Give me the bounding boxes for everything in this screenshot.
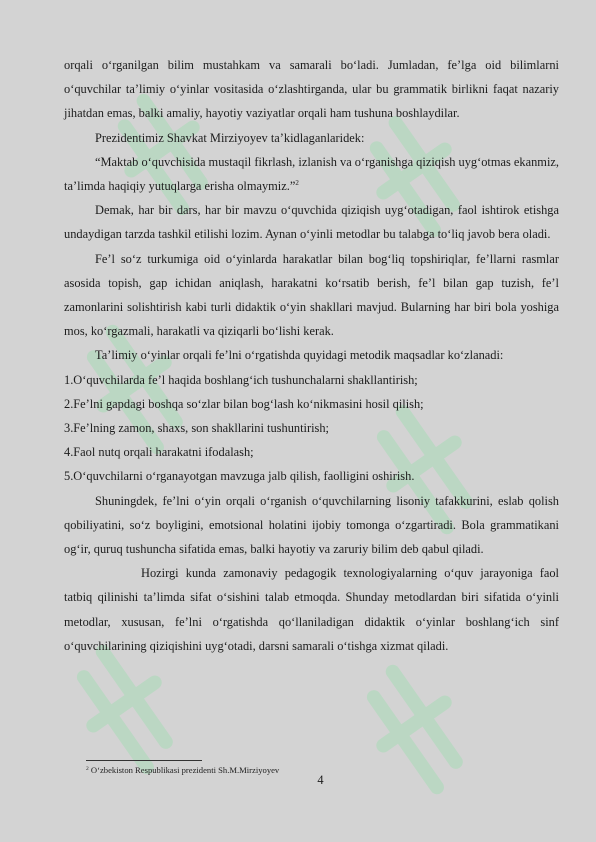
list-item-goal-5: 5.O‘quvchilarni o‘rganayotgan mavzuga jalb qilish, faolligini oshirish. [64, 469, 415, 484]
page-number: 4 [317, 773, 324, 787]
footnote-reference: 2 [295, 179, 299, 188]
list-item-goal-3: 3.Fe’lning zamon, shaxs, son shakllarini tushuntirish; [64, 421, 330, 436]
paragraph-benefits: Shuningdek, fe’lni o‘yin orqali o‘rganish o‘quvchilarning lisoniy tafakkurini, eslab qolish qobiliyatini, so‘z boyligini, emotsional holatini ijobiy tomonga o‘zgartiradi. Bola grammatikani og‘ir, quruq tushuncha sifatida emas, balki hayotiy va zaruriy bilim deb qabul qiladi. [64, 493, 559, 557]
footnote-text: O‘zbekiston Respublikasi prezidenti Sh.M.Mirziyoyev [90, 765, 280, 775]
paragraph-goals-lead: Ta’limiy o‘yinlar orqali fe’lni o‘rgatishda quyidagi metodik maqsadlar ko‘zlanadi: [95, 348, 504, 363]
paragraph-quote: “Maktab o‘quvchisida mustaqil fikrlash, izlanish va o‘rganishga qiziqish uyg‘otmas ekanmiz, ta’limda haqiqiy yutuqlarga erisha olmaymiz.”$^2$ [64, 154, 559, 194]
paragraph-modern-tech: Hozirgi kunda zamonaviy pedagogik texnologiyalarning o‘quv jarayoniga faol tatbiq qilinishi ta’limda sifat o‘sishini talab etmoqda. Shunday metodlardan biri sifatida o‘yinli metodlar, xususan, fe’lni o‘rgatishda qo‘llaniladigan didaktik o‘yinlar boshlang‘ich sinf o‘quvchilarining qiziqishini uyg‘otadi, darsni samarali o‘tishga xizmat qiladi. [64, 566, 559, 653]
body-text [64, 53, 559, 658]
paragraph-intro: orqali o‘rganilgan bilim mustahkam va samarali bo‘ladi. Jumladan, fe’lga oid bilimlarni o‘quvchilar ta’limiy o‘yinlar vositasida o‘zlashtirganda, ular bu grammatik birlikni faqat nazariy jihatdan emas, balki amaliy, hayotiy vaziyatlar orqali ham tushuna boshlaydilar. [64, 58, 559, 121]
list-item-goal-1: 1.O‘quvchilarda fe’l haqida boshlang‘ich tushunchalarni shakllantirish; [64, 372, 418, 387]
paragraph-verb-games: Fe’l so‘z turkumiga oid o‘yinlarda harakatlar bilan bog‘liq topshiriqlar, fe’llarni rasmlar asosida topish, gap ichidan aniqlash, harakatni ko‘rsatib berish, fe’l bilan gap tuzish, fe’l zamonlarini solishtirish kabi turli didaktik o‘yin shakllari mavjud. Bularning har biri bola yoshiga mos, ko‘rgazmali, harakatli va qiziqarli bo‘lishi kerak. [64, 251, 559, 339]
paragraph-lesson-interest: Demak, har bir dars, har bir mavzu o‘quvchida qiziqish uyg‘otadigan, faol ishtirok etishga undaydigan tarzda tashkil etilishi lozim. Aynan o‘yinli metodlar bu talabga to‘liq javob bera oladi. [64, 203, 559, 242]
footnote-divider [86, 760, 202, 761]
list-item-goal-4: 4.Faol nutq orqali harakatni ifodalash; [64, 445, 254, 460]
list-item-goal-2: 2.Fe’lni gapdagi boshqa so‘zlar bilan bog‘lash ko‘nikmasini hosil qilish; [64, 396, 424, 411]
paragraph-president-quote-lead: Prezidentimiz Shavkat Mirziyoyev ta’kidlaganlaridek: [95, 130, 365, 145]
footnote-number: 2 [86, 766, 89, 772]
